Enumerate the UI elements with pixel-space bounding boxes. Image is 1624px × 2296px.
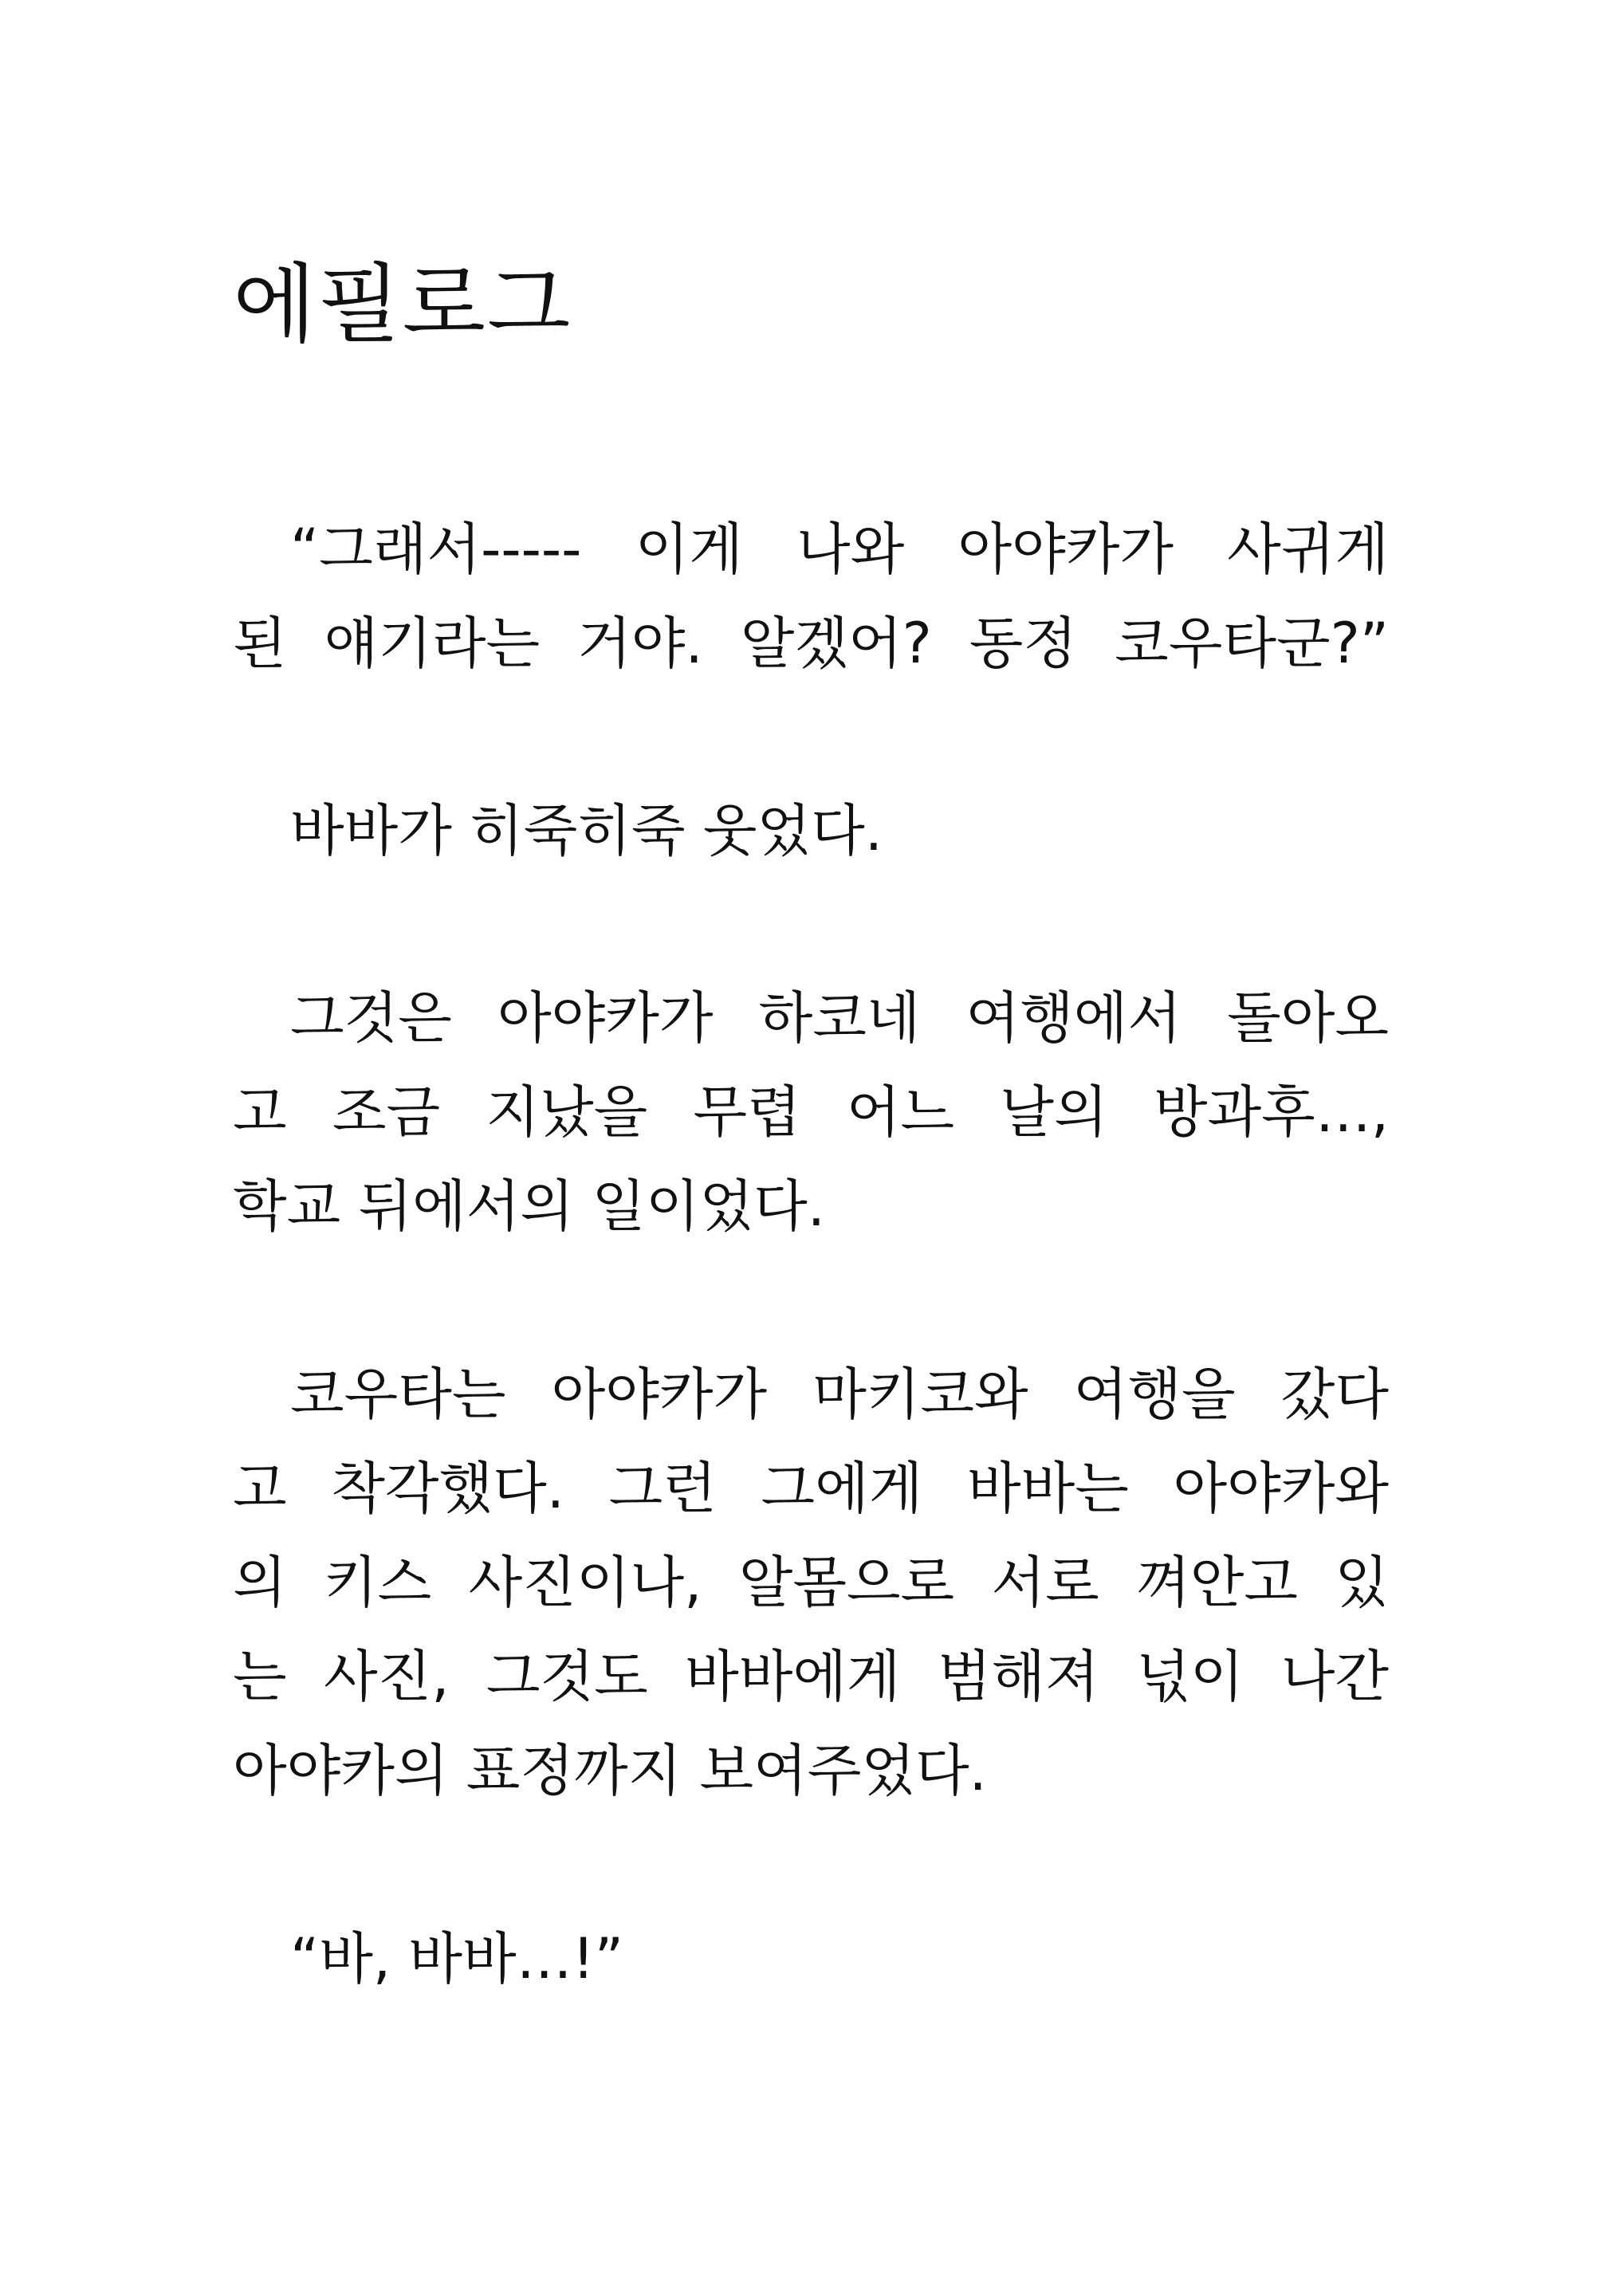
paragraph-2	[233, 784, 1389, 878]
paragraph-4	[233, 1347, 1389, 1818]
paragraph-line: 된 얘기라는 거야. 알겠어? 동정 코우타군?”	[233, 611, 1389, 676]
paragraph-line: “그래서----- 이게 나와 아야카가 사귀게	[290, 517, 1389, 582]
paragraph-line: 의 키스 사진이나, 알몸으로 서로 껴안고 있	[233, 1550, 1389, 1615]
paragraph-line: 그것은 아야카가 하코네 여행에서 돌아오	[290, 985, 1389, 1051]
paragraph-1	[233, 502, 1389, 690]
paragraph-3	[233, 971, 1389, 1253]
paragraph-line: “바, 바바…!”	[290, 1926, 623, 1991]
paragraph-line: 코우타는 아야카가 마키코와 여행을 갔다	[290, 1362, 1389, 1427]
paragraph-5	[233, 1912, 1389, 2006]
paragraph-line: 는 사진, 그것도 바바에게 범해져 넋이 나간	[233, 1644, 1389, 1709]
paragraph-line: 아야카의 표정까지 보여주었다.	[233, 1738, 987, 1803]
paragraph-line: 고 착각했다. 그런 그에게 바바는 아야카와	[233, 1456, 1389, 1521]
paragraph-line: 학교 뒤에서의 일이었다.	[233, 1174, 825, 1239]
paragraph-line: 바바가 히죽히죽 웃었다.	[290, 798, 883, 863]
paragraph-line: 고 조금 지났을 무렵 어느 날의 방과후…,	[233, 1079, 1389, 1145]
chapter-title: 에필로그	[233, 255, 572, 355]
